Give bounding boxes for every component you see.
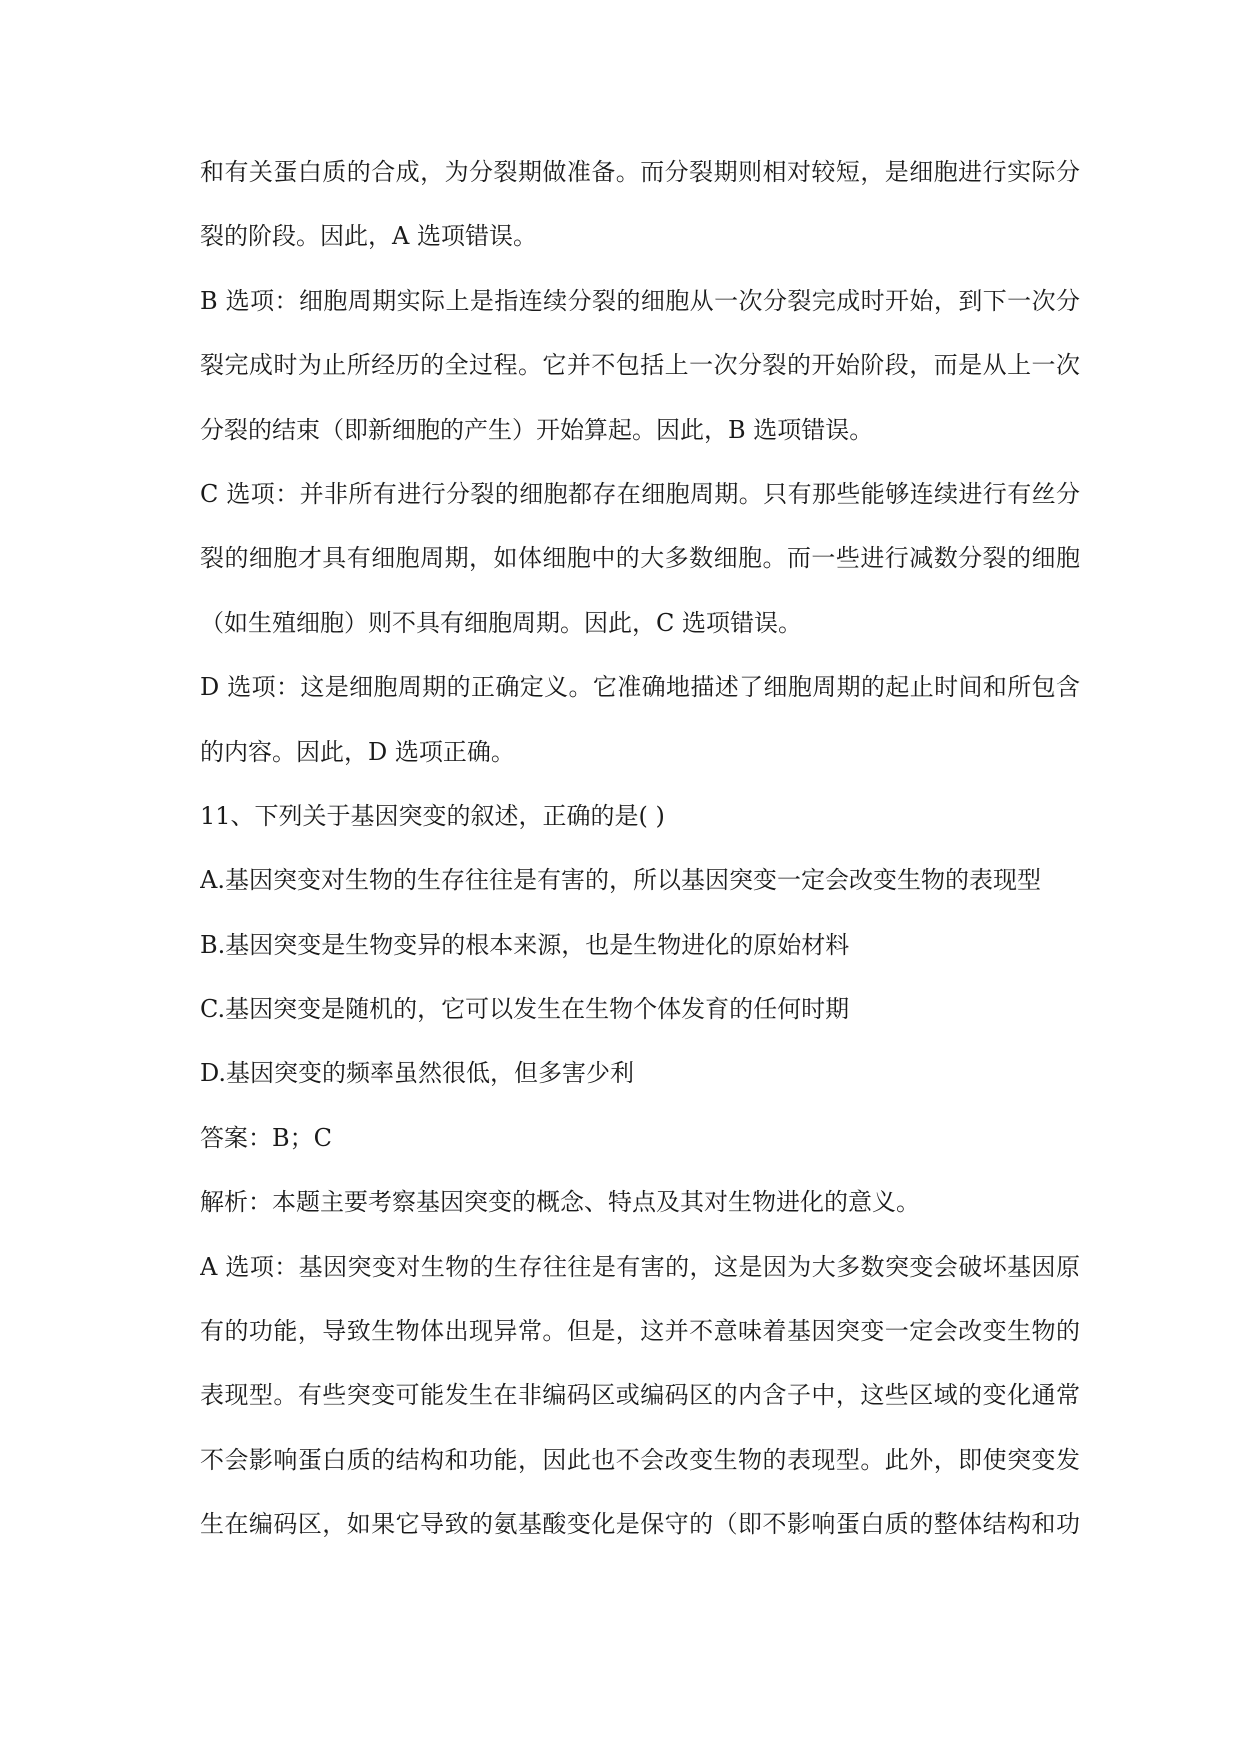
text-line: A 选项：基因突变对生物的生存往往是有害的，这是因为大多数突变会破坏基因原 bbox=[200, 1252, 1080, 1281]
text-line: 答案：B；C bbox=[200, 1123, 332, 1152]
text-line: （如生殖细胞）则不具有细胞周期。因此，C 选项错误。 bbox=[200, 608, 802, 637]
text-line: C.基因突变是随机的，它可以发生在生物个体发育的任何时期 bbox=[200, 995, 850, 1024]
text-line: 表现型。有些突变可能发生在非编码区或编码区的内含子中，这些区域的变化通常 bbox=[200, 1381, 1080, 1410]
text-line: 裂完成时为止所经历的全过程。它并不包括上一次分裂的开始阶段，而是从上一次 bbox=[200, 351, 1080, 380]
text-line: 生在编码区，如果它导致的氨基酸变化是保守的（即不影响蛋白质的整体结构和功 bbox=[200, 1510, 1080, 1539]
text-line: 裂的阶段。因此，A 选项错误。 bbox=[200, 222, 537, 251]
text-line: 的内容。因此，D 选项正确。 bbox=[200, 737, 515, 766]
document-body bbox=[200, 140, 1080, 1557]
text-line: D 选项：这是细胞周期的正确定义。它准确地描述了细胞周期的起止时间和所包含 bbox=[200, 673, 1080, 702]
text-line: B 选项：细胞周期实际上是指连续分裂的细胞从一次分裂完成时开始，到下一次分 bbox=[200, 286, 1080, 315]
text-line: 解析：本题主要考察基因突变的概念、特点及其对生物进化的意义。 bbox=[200, 1188, 920, 1217]
text-line: C 选项：并非所有进行分裂的细胞都存在细胞周期。只有那些能够连续进行有丝分 bbox=[200, 479, 1080, 508]
text-line: B.基因突变是生物变异的根本来源，也是生物进化的原始材料 bbox=[200, 930, 850, 959]
text-line: 裂的细胞才具有细胞周期，如体细胞中的大多数细胞。而一些进行减数分裂的细胞 bbox=[200, 544, 1080, 573]
text-line: A.基因突变对生物的生存往往是有害的，所以基因突变一定会改变生物的表现型 bbox=[200, 866, 1041, 895]
text-line: 有的功能，导致生物体出现异常。但是，这并不意味着基因突变一定会改变生物的 bbox=[200, 1317, 1080, 1346]
text-line: 分裂的结束（即新细胞的产生）开始算起。因此，B 选项错误。 bbox=[200, 415, 874, 444]
text-line: 和有关蛋白质的合成，为分裂期做准备。而分裂期则相对较短，是细胞进行实际分 bbox=[200, 158, 1080, 186]
text-line: 不会影响蛋白质的结构和功能，因此也不会改变生物的表现型。此外，即使突变发 bbox=[200, 1445, 1080, 1474]
text-line: D.基因突变的频率虽然很低，但多害少利 bbox=[200, 1059, 635, 1088]
text-line: 11、下列关于基因突变的叙述，正确的是( ) bbox=[200, 801, 665, 830]
